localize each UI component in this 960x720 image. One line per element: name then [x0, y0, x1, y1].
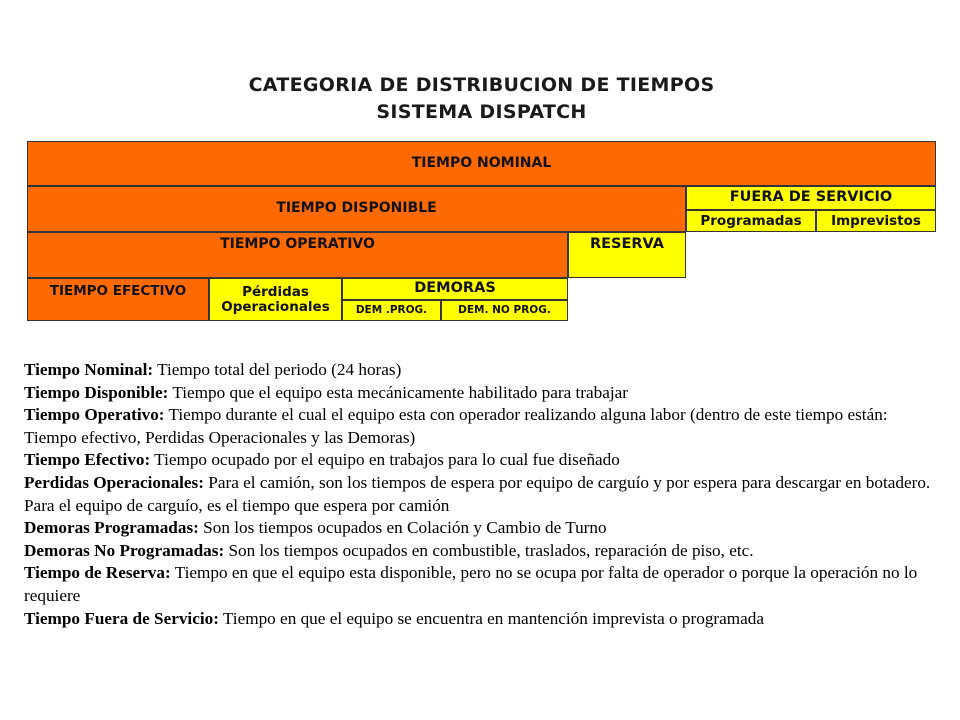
definition-term: Tiempo de Reserva:: [24, 563, 171, 583]
definition-term: Perdidas Operacionales:: [24, 472, 204, 492]
definition-text: Tiempo en que el equipo se encuentra en mantención imprevista o programada: [218, 608, 764, 628]
definitions-text: [24, 359, 944, 630]
perdidas-label-line2: Operacionales: [221, 298, 330, 315]
diagram-title: CATEGORIA DE DISTRIBUCION DE TIEMPOS: [248, 74, 715, 96]
definition-text: Para el camión, son los tiempos de espera por equipo de carguío y por espera para descargar en botadero. Para el equipo de carguío, es el tiempo que espera por camión: [24, 472, 931, 515]
tiempo-disponible-cell: TIEMPO DISPONIBLE: [27, 186, 686, 232]
definition-text: Tiempo que el equipo esta mecánicamente habilitado para trabajar: [168, 382, 628, 402]
tiempo-nominal-cell: TIEMPO NOMINAL: [27, 141, 936, 186]
definition-item: [24, 359, 944, 382]
definition-term: Tiempo Efectivo:: [24, 450, 151, 470]
definition-text: Son los tiempos ocupados en combustible, traslados, reparación de piso, etc.: [224, 540, 754, 560]
perdidas-operacionales-cell: [209, 278, 342, 321]
reserva-cell: RESERVA: [568, 232, 686, 278]
definition-text: Son los tiempos ocupados en Colación y Cambio de Turno: [198, 518, 607, 538]
definition-item: [24, 382, 944, 405]
dem-prog-cell: DEM .PROG.: [342, 300, 441, 321]
definition-term: Demoras No Programadas:: [24, 540, 225, 560]
definition-item: [24, 540, 944, 563]
perdidas-label-line1: Pérdidas: [242, 283, 309, 300]
definition-term: Tiempo Disponible:: [24, 382, 169, 402]
imprevistos-cell: Imprevistos: [816, 210, 936, 232]
definition-text: Tiempo total del periodo (24 horas): [153, 360, 402, 379]
definition-term: Demoras Programadas:: [24, 518, 199, 538]
definition-item: [24, 562, 944, 607]
definition-text: Tiempo en que el equipo esta disponible, pero no se ocupa por falta de operador o porque la operación no lo requiere: [24, 563, 918, 605]
definition-term: Tiempo Operativo:: [24, 405, 165, 425]
definition-term: Tiempo Nominal:: [24, 360, 154, 379]
demoras-cell: DEMORAS: [342, 278, 568, 300]
programadas-cell: Programadas: [686, 210, 816, 232]
fuera-de-servicio-cell: FUERA DE SERVICIO: [686, 186, 936, 210]
dem-no-prog-cell: DEM. NO PROG.: [441, 300, 568, 321]
diagram-subtitle: SISTEMA DISPATCH: [376, 101, 587, 123]
definition-item: [24, 404, 944, 449]
definition-item: [24, 449, 944, 472]
definition-term: Tiempo Fuera de Servicio:: [24, 608, 219, 628]
definition-item: [24, 517, 944, 540]
definition-text: Tiempo durante el cual el equipo esta con operador realizando alguna labor (dentro de este tiempo están: Tiempo efectivo, Perdidas Operacionales y las Demoras): [24, 405, 888, 447]
tiempo-operativo-cell: TIEMPO OPERATIVO: [27, 232, 568, 278]
definition-item: [24, 472, 944, 517]
tiempo-efectivo-cell: TIEMPO EFECTIVO: [27, 278, 209, 321]
definition-text: Tiempo ocupado por el equipo en trabajos para lo cual fue diseñado: [150, 450, 620, 470]
definition-item: [24, 608, 944, 631]
